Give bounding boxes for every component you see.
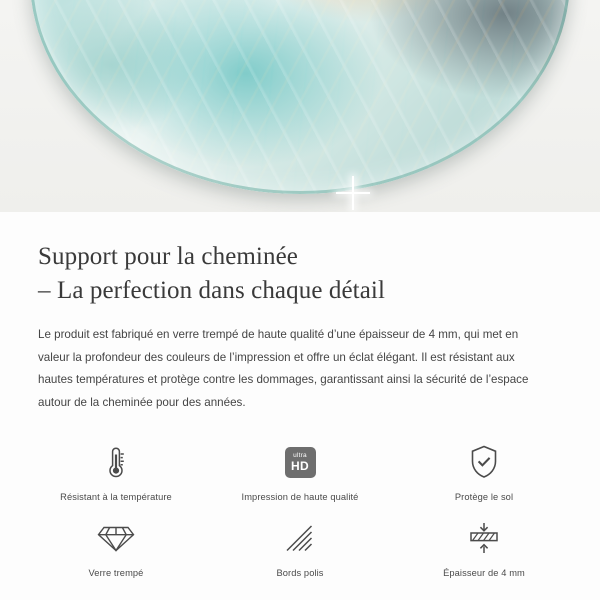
feature-label: Impression de haute qualité (241, 492, 359, 503)
text-content (0, 212, 600, 414)
diamond-icon (97, 516, 135, 560)
feature-item-polished-edges (208, 516, 392, 578)
thickness-icon (465, 516, 503, 560)
feature-item-print-quality (208, 440, 392, 502)
polished-edges-icon (283, 516, 317, 560)
marble-vein-texture (30, 0, 570, 194)
thermometer-icon (101, 440, 131, 484)
shield-check-icon (467, 440, 501, 484)
headline-line-1: Support pour la cheminée (38, 243, 298, 270)
feature-label: Bords polis (276, 568, 324, 579)
badge-top-text: ultra (293, 451, 307, 459)
page-title (38, 240, 562, 308)
feature-item-temperature (24, 440, 208, 502)
feature-label: Protège le sol (454, 492, 514, 503)
body-paragraph: Le produit est fabriqué en verre trempé de haute qualité d’une épaisseur de 4 mm, qui met en valeur la profondeur des couleurs de l’impression et offre un éclat élégant. Il est résistant aux hautes températures et protège contre les dommages, garantissant ainsi la sécurité de l’espace autour de la cheminée pour des années. (38, 328, 529, 409)
feature-grid (0, 440, 600, 578)
round-tempered-glass-panel-marble-print (30, 0, 570, 194)
badge-bottom-text: HD (291, 459, 309, 474)
feature-label: Épaisseur de 4 mm (443, 568, 525, 579)
hero-image (0, 0, 600, 212)
feature-item-tempered-glass (24, 516, 208, 578)
feature-item-thickness (392, 516, 576, 578)
feature-item-floor-protection (392, 440, 576, 502)
ultra-hd-icon (285, 440, 316, 484)
feature-label: Verre trempé (88, 568, 144, 579)
feature-label: Résistant à la température (60, 492, 172, 503)
headline-line-2: – La perfection dans chaque détail (38, 277, 385, 304)
